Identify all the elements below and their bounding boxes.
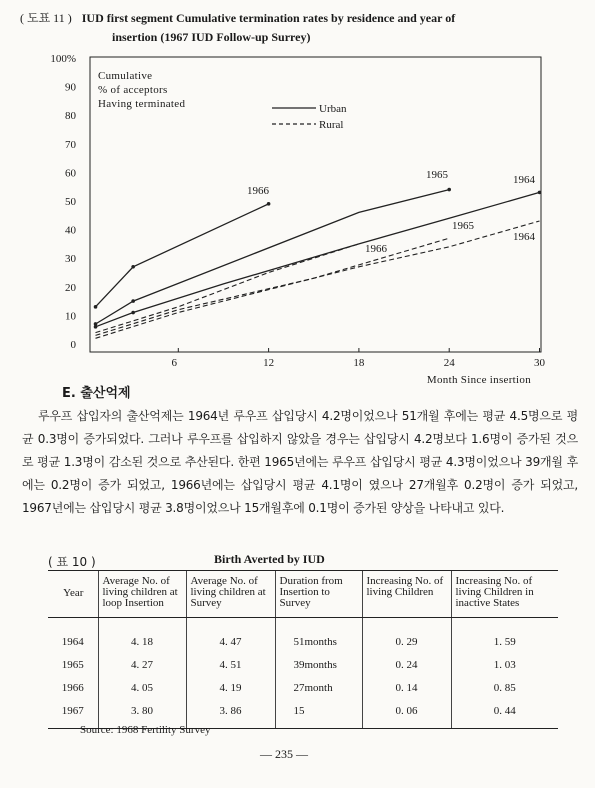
y-tick-label: 20 bbox=[65, 281, 76, 294]
table-title: Birth Averted by IUD bbox=[214, 552, 325, 566]
series-label: 1964 bbox=[513, 231, 535, 243]
table-cell: 3. 86 bbox=[186, 699, 275, 729]
x-axis-label: Month Since insertion bbox=[426, 374, 531, 386]
table-cell: 4. 19 bbox=[186, 676, 275, 699]
series-label: 1964 bbox=[513, 174, 535, 186]
data-point bbox=[131, 311, 135, 315]
table-header-row bbox=[48, 571, 558, 618]
table-cell: 1. 59 bbox=[451, 618, 558, 654]
table-cell: 1964 bbox=[61, 635, 84, 648]
x-tick-label: 18 bbox=[353, 357, 365, 369]
table-cell: 4. 27 bbox=[98, 653, 186, 676]
y-tick-label: 100% bbox=[50, 53, 76, 65]
series-label: 1965 bbox=[452, 220, 474, 232]
data-point bbox=[267, 202, 271, 206]
header-increasing-living: Increasing No. of living Children bbox=[362, 571, 451, 618]
table-cell: 27month bbox=[275, 676, 362, 699]
data-point bbox=[538, 191, 542, 195]
y-tick-label: 0 bbox=[70, 339, 76, 351]
header-avg-at-insertion: Average No. of living children at loop Insertion bbox=[98, 571, 186, 618]
series-label: 1966 bbox=[247, 185, 269, 197]
series-label: 1966 bbox=[365, 243, 387, 255]
body-paragraph: 루우프 삽입자의 출산억제는 1964년 루우프 삽입당시 4.2명이었으나 51개월 후에는 평균 4.5명으로 평균 0.3명이 증가되었다. 그러나 루우프를 삽입하지 않았을 경우는 삽입당시 4.2명보다 1.6명이 증가된 것으로 평균 1.3명이 감소된 것으로 추산된다. 한편 1965년에는 루우프 삽입당시 평균 4.3명이었으나 39개월 후에는 0.2명이 증가 되었고, 1966년에는 삽입당시 평균 4.1명이 였으나 27개월후 0.2명이 증가 되었고, 1967년에는 삽입당시 평균 3.8명이었으나 15개월후에 0.1명이 증가된 양상을 나타내고 있다. bbox=[22, 409, 578, 515]
y-tick-label: 10 bbox=[65, 310, 76, 323]
x-tick-label: 6 bbox=[171, 357, 178, 369]
table-cell: 0. 14 bbox=[362, 676, 451, 699]
y-tick-label: 90 bbox=[65, 81, 76, 94]
data-point bbox=[131, 265, 135, 269]
legend-label: Rural bbox=[319, 119, 344, 131]
header-year: Year bbox=[48, 571, 98, 618]
section-heading: E. 출산억제 bbox=[62, 386, 131, 401]
table-cell: 3. 80 bbox=[98, 699, 186, 729]
births-averted-table bbox=[48, 570, 558, 729]
table-cell: 4. 47 bbox=[186, 618, 275, 654]
table-cell: 4. 05 bbox=[98, 676, 186, 699]
table-cell: 0. 44 bbox=[451, 699, 558, 729]
data-point bbox=[94, 305, 98, 309]
body-text bbox=[22, 405, 578, 520]
table-cell: 0. 85 bbox=[451, 676, 558, 699]
header-duration: Duration from Insertion to Survey bbox=[275, 571, 362, 618]
table-cell: 1967 bbox=[48, 699, 98, 729]
table-row bbox=[48, 618, 558, 654]
figure-title-line2: insertion (1967 IUD Follow-up Surrey) bbox=[112, 30, 311, 44]
figure-label: ( 도표 11 ) bbox=[20, 11, 72, 25]
urban-1966-line bbox=[96, 204, 269, 307]
data-point bbox=[131, 299, 135, 303]
y-axis-label-line: Cumulative bbox=[98, 70, 153, 82]
table-row bbox=[48, 653, 558, 676]
x-tick-label: 30 bbox=[534, 357, 545, 369]
y-axis-label-line: % of acceptors bbox=[98, 84, 168, 96]
page-number: — 235 — bbox=[260, 747, 308, 761]
x-tick-label: 24 bbox=[443, 357, 455, 369]
y-axis-label-line: Having terminated bbox=[98, 98, 186, 110]
table-cell: 1. 03 bbox=[451, 653, 558, 676]
legend-label: Urban bbox=[319, 103, 347, 115]
table-cell: 39months bbox=[275, 653, 362, 676]
rural-1965-line bbox=[96, 238, 450, 335]
y-tick-label: 30 bbox=[65, 253, 76, 266]
table-cell: 1965 bbox=[61, 658, 84, 671]
urban-1964-line bbox=[96, 192, 540, 326]
y-tick-label: 50 bbox=[65, 196, 76, 208]
table-cell: 0. 29 bbox=[362, 618, 451, 654]
rural-1964-line bbox=[96, 221, 540, 338]
x-tick-label: 12 bbox=[263, 357, 275, 369]
y-tick-label: 40 bbox=[65, 224, 76, 237]
rural-1966-line bbox=[96, 244, 359, 333]
y-tick-label: 60 bbox=[65, 167, 76, 180]
table-cell: 4. 51 bbox=[186, 653, 275, 676]
table-cell: 0. 06 bbox=[362, 699, 451, 729]
table-cell: 4. 18 bbox=[98, 618, 186, 654]
table-row bbox=[48, 676, 558, 699]
urban-1965-line bbox=[96, 190, 450, 324]
table-label: ( 표 10 ) bbox=[48, 555, 96, 569]
table-cell: 15 bbox=[275, 699, 362, 729]
y-tick-label: 70 bbox=[65, 138, 76, 151]
y-tick-label: 80 bbox=[65, 110, 76, 123]
table-cell: 0. 24 bbox=[362, 653, 451, 676]
header-avg-at-survey: Average No. of living children at Survey bbox=[186, 571, 275, 618]
series-label: 1965 bbox=[426, 169, 448, 181]
table-cell: 1966 bbox=[61, 681, 84, 694]
figure-title-line1: IUD first segment Cumulative termination rates by residence and year of bbox=[81, 11, 456, 25]
table-cell: 51months bbox=[275, 618, 362, 654]
table-source: Source: 1968 Fertility Survey bbox=[80, 724, 211, 736]
data-point bbox=[447, 188, 451, 192]
header-increasing-inactive: Increasing No. of living Children in inactive States bbox=[451, 571, 558, 618]
data-point bbox=[94, 325, 98, 329]
